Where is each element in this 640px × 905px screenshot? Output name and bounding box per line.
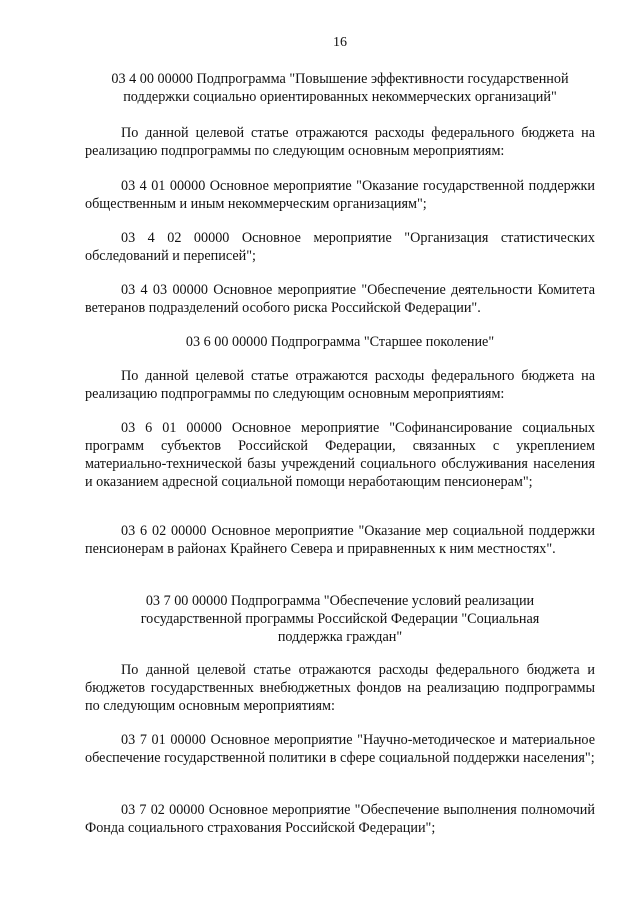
paragraph-03-4-intro: По данной целевой статье отражаются расходы федерального бюджета на реализацию подпрограммы по следующим основным мероприятиям: — [85, 125, 595, 159]
paragraph-03-4-01: 03 4 01 00000 Основное мероприятие "Оказание государственной поддержки общественным и иным некоммерческим организациям"; — [85, 178, 595, 212]
paragraph-03-6-01: 03 6 01 00000 Основное мероприятие "Софинансирование социальных программ субъектов Российской Федерации, связанных с укреплением материально-технической базы учреждений социального обслуживания населения и оказанием адресной социальной помощи неработающим пенсионерам"; — [85, 420, 595, 490]
paragraph-03-7-intro: По данной целевой статье отражаются расходы федерального бюджета и бюджетов государственных внебюджетных фондов на реализацию подпрограммы по следующим основным мероприятиям: — [85, 662, 595, 714]
paragraph-03-4-02: 03 4 02 00000 Основное мероприятие "Организация статистических обследований и переписей"; — [85, 230, 595, 264]
subprogram-heading-03-6: 03 6 00 00000 Подпрограмма "Старшее поколение" — [185, 334, 495, 350]
paragraph-03-4-03: 03 4 03 00000 Основное мероприятие "Обеспечение деятельности Комитета ветеранов подразделений особого риска Российской Федерации". — [85, 282, 595, 316]
page-number: 16 — [333, 35, 347, 50]
subprogram-heading-03-4: 03 4 00 00000 Подпрограмма "Повышение эффективности государственной поддержки социально ориентированных некоммерческих организаций" — [111, 71, 569, 105]
subprogram-heading-03-7: 03 7 00 00000 Подпрограмма "Обеспечение условий реализации государственной программы Российской Федерации "Социальная поддержка граждан" — [140, 593, 540, 645]
paragraph-03-6-intro: По данной целевой статье отражаются расходы федерального бюджета на реализацию подпрограммы по следующим основным мероприятиям: — [85, 368, 595, 402]
paragraph-03-7-01: 03 7 01 00000 Основное мероприятие "Научно-методическое и материальное обеспечение государственной политики в сфере социальной поддержки населения"; — [85, 732, 595, 766]
paragraph-03-7-02: 03 7 02 00000 Основное мероприятие "Обеспечение выполнения полномочий Фонда социального страхования Российской Федерации"; — [85, 802, 595, 836]
paragraph-03-6-02: 03 6 02 00000 Основное мероприятие "Оказание мер социальной поддержки пенсионерам в районах Крайнего Севера и приравненных к ним местностях". — [85, 523, 595, 557]
